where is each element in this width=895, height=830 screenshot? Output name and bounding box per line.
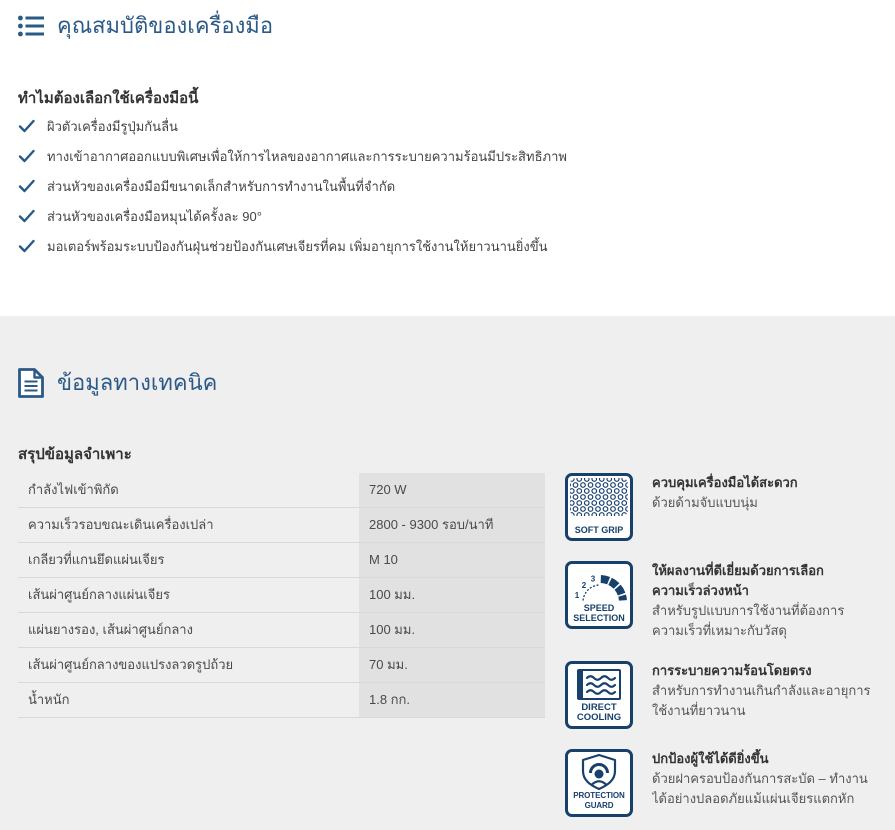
benefit-item — [18, 177, 878, 207]
highlight-speed-selection — [565, 561, 888, 641]
spec-value: 1.8 กก. — [359, 683, 545, 717]
highlight-text — [652, 749, 888, 809]
highlight-text — [652, 561, 888, 641]
spec-value: 100 มม. — [359, 578, 545, 612]
spec-label: ความเร็วรอบขณะเดินเครื่องเปล่า — [18, 508, 359, 542]
highlight-description: ด้วยด้ามจับแบบนุ่ม — [652, 495, 758, 510]
soft-grip-icon — [565, 473, 633, 541]
check-icon — [18, 208, 35, 225]
benefit-text: มอเตอร์พร้อมระบบป้องกันฝุ่นช่วยป้องกันเศษเจียรที่คม เพิ่มอายุการใช้งานให้ยาวนานยิ่งขึ้น — [47, 239, 548, 254]
spec-row — [18, 473, 545, 508]
dial-digit: 3 — [590, 574, 596, 584]
benefit-text: ส่วนหัวของเครื่องมือหมุนได้ครั้งละ 90° — [47, 209, 262, 224]
check-icon — [18, 118, 35, 135]
technical-header — [18, 367, 217, 399]
airflow-wave — [587, 683, 615, 687]
spec-row — [18, 543, 545, 578]
benefit-list — [18, 117, 878, 267]
features-header — [18, 10, 273, 42]
spec-label: น้ำหนัก — [18, 683, 359, 717]
icon-label-line: SOFT GRIP — [574, 525, 624, 535]
spec-row — [18, 508, 545, 543]
protection-guard-label — [568, 791, 630, 811]
spec-label: เส้นผ่าศูนย์กลางของแปรงลวดรูปถ้วย — [18, 648, 359, 682]
highlight-text — [652, 473, 888, 513]
spec-label: เส้นผ่าศูนย์กลางแผ่นเจียร — [18, 578, 359, 612]
highlight-description: สำหรับรูปแบบการใช้งานที่ต้องการ — [652, 603, 845, 618]
direct-cooling-icon — [565, 661, 633, 729]
spec-label: เกลียวที่แกนยึดแผ่นเจียร — [18, 543, 359, 577]
feature-highlights — [565, 473, 888, 817]
highlight-text — [652, 661, 888, 721]
highlight-soft-grip — [565, 473, 888, 541]
spec-row — [18, 613, 545, 648]
features-section — [0, 0, 895, 316]
spec-row — [18, 683, 545, 718]
highlight-title: ควบคุมเครื่องมือได้สะดวก — [652, 475, 798, 490]
dial-digit: 2 — [581, 581, 587, 590]
highlight-protection-guard — [565, 749, 888, 817]
spec-value: 70 มม. — [359, 648, 545, 682]
dial-digit: 1 — [574, 591, 580, 600]
speed-selection-label — [568, 603, 630, 623]
benefit-item — [18, 117, 878, 147]
spec-value: 100 มม. — [359, 613, 545, 647]
benefit-text: ทางเข้าอากาศออกแบบพิเศษเพื่อให้การไหลของอากาศและการระบายความร้อนมีประสิทธิภาพ — [47, 149, 567, 164]
highlight-title: ปกป้องผู้ใช้ได้ดียิ่งขึ้น — [652, 751, 769, 766]
housing-side — [578, 670, 583, 699]
icon-label-line: COOLING — [576, 712, 622, 723]
airflow-wave — [587, 690, 615, 694]
dial-segment — [618, 595, 627, 601]
benefit-text: ผิวตัวเครื่องมีรูปุ่มกันลื่น — [47, 119, 178, 134]
icon-label-line: SPEED — [583, 603, 615, 613]
benefit-text: ส่วนหัวของเครื่องมือมีขนาดเล็กสำหรับการทำงานในพื้นที่จำกัด — [47, 179, 396, 194]
soft-grip-label — [568, 525, 630, 535]
features-title: คุณสมบัติของเครื่องมือ — [57, 13, 274, 38]
speed-selection-icon — [565, 561, 633, 629]
highlight-title: ให้ผลงานที่ดีเยี่ยมด้วยการเลือก — [652, 563, 824, 578]
highlight-description: ด้วยฝาครอบป้องกันการสะบัด – ทำงาน — [652, 771, 868, 786]
direct-cooling-label — [568, 703, 630, 723]
highlight-title: ความเร็วล่วงหน้า — [652, 583, 749, 598]
spec-row — [18, 648, 545, 683]
grip-dot-pattern — [570, 478, 628, 516]
list-icon — [18, 15, 44, 37]
check-icon — [18, 178, 35, 195]
spec-row — [18, 578, 545, 613]
spec-value: 2800 - 9300 รอบ/นาที — [359, 508, 545, 542]
benefit-item — [18, 207, 878, 237]
highlight-description: ความเร็วที่เหมาะกับวัสดุ — [652, 623, 787, 638]
icon-label-line: GUARD — [584, 801, 614, 810]
dial-segment — [601, 575, 610, 584]
technical-title: ข้อมูลทางเทคนิค — [57, 370, 218, 395]
spec-table — [18, 473, 545, 718]
spec-value: M 10 — [359, 543, 545, 577]
icon-label-line: SELECTION — [573, 613, 625, 623]
protection-guard-icon — [565, 749, 633, 817]
list-icon-shapes — [18, 16, 44, 37]
benefit-item — [18, 237, 878, 267]
spec-heading: สรุปข้อมูลจำเพาะ — [18, 446, 132, 463]
highlight-title: การระบายความร้อนโดยตรง — [652, 663, 812, 678]
spec-label: แผ่นยางรอง, เส้นผ่าศูนย์กลาง — [18, 613, 359, 647]
spec-label: กำลังไฟเข้าพิกัด — [18, 473, 359, 507]
highlight-direct-cooling — [565, 661, 888, 729]
user-shoulders — [593, 781, 606, 784]
why-heading: ทำไมต้องเลือกใช้เครื่องมือนี้ — [18, 90, 199, 107]
icon-label-line: DIRECT — [581, 702, 617, 713]
check-icon — [18, 148, 35, 165]
check-icon — [18, 238, 35, 255]
user-head — [595, 770, 604, 779]
highlight-description: ใช้งานที่ยาวนาน — [652, 703, 746, 718]
technical-section — [0, 316, 895, 830]
document-icon — [18, 368, 44, 398]
spec-value: 720 W — [359, 473, 545, 507]
highlight-description: สำหรับการทำงานเกินกำลังและอายุการ — [652, 683, 871, 698]
benefit-item — [18, 147, 878, 177]
highlight-description: ได้อย่างปลอดภัยแม้แผ่นเจียรแตกหัก — [652, 791, 855, 806]
icon-label-line: PROTECTION — [573, 791, 625, 800]
airflow-wave — [587, 676, 615, 680]
